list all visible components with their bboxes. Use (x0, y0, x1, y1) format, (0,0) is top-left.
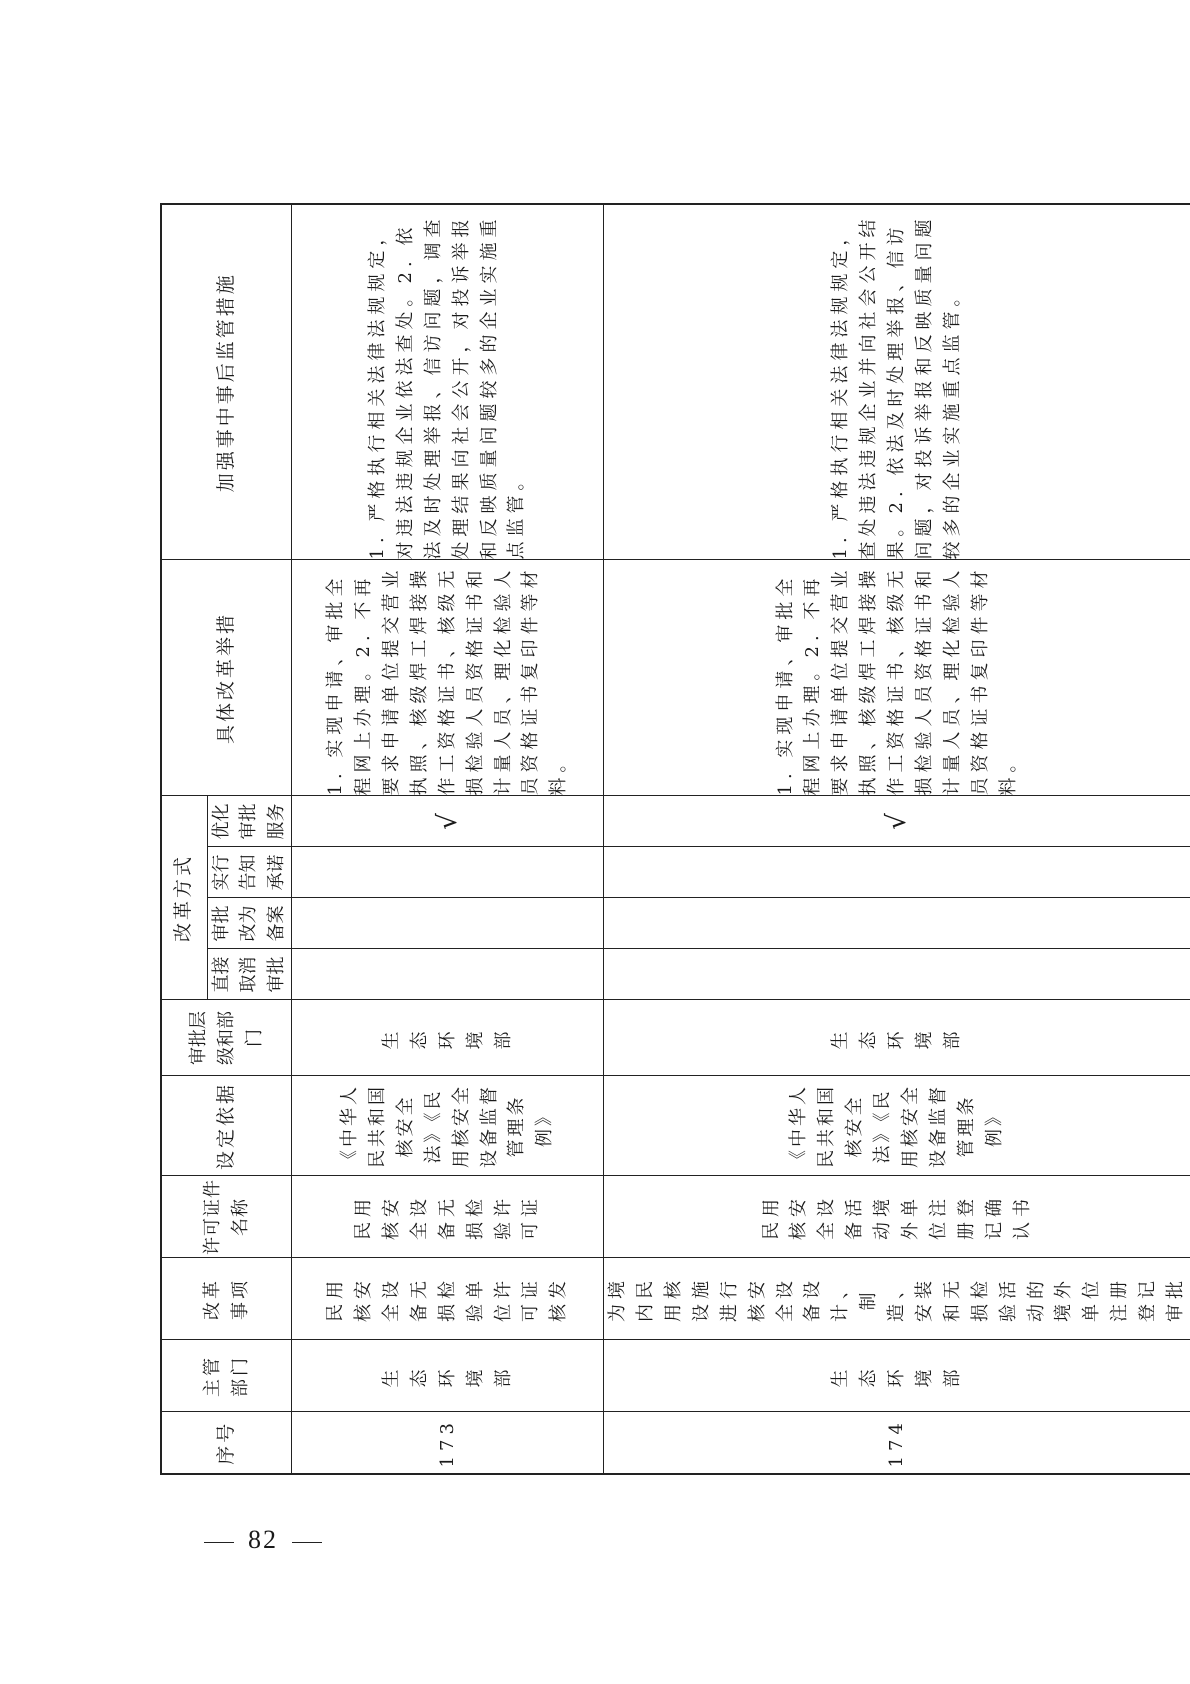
row-item: 为境内民用核设施进行核安全设备设计、制造、安装和无损检验活动的境外单位注册登记审批 (604, 1258, 1190, 1340)
row-license: 民用核安全设备活动境外单位注册登记确认书 (604, 1176, 1190, 1258)
row-mode-record (292, 898, 604, 949)
page-dash-left (204, 1542, 234, 1543)
row-item: 民用核安全设备无损检验单位许可证核发 (292, 1258, 604, 1340)
row-mode-cancel (292, 949, 604, 1000)
page-number-text: 82 (248, 1525, 278, 1554)
row-dept: 生态环境部 (604, 1340, 1190, 1412)
row-seq: 174 (604, 1412, 1190, 1474)
header-dept: 主管部门 (161, 1340, 292, 1412)
header-mode-record: 审批改为备案 (207, 898, 292, 949)
header-mode-optimize: 优化审批服务 (207, 796, 292, 847)
header-item: 改革事项 (161, 1258, 292, 1340)
header-mode-cancel: 直接取消审批 (207, 949, 292, 1000)
row-mode-optimize-check: √ (292, 796, 604, 847)
row-dept: 生态环境部 (292, 1340, 604, 1412)
row-mode-notify (604, 847, 1190, 898)
row-basis: 《中华人民共和国核安全法》《民用核安全设备监督管理条例》 (604, 1076, 1190, 1176)
row-mode-optimize-check: √ (604, 796, 1190, 847)
row-level: 生态环境部 (604, 1000, 1190, 1076)
page-number (190, 1525, 336, 1555)
row-supervision: 1. 严格执行相关法律法规规定，对违法违规企业依法查处。2. 依法及时处理举报、信访问题，调查处理结果向社会公开，对投诉举报和反映质量问题较多的企业实施重点监管。 (292, 204, 604, 560)
header-measures: 具体改革举措 (161, 560, 292, 796)
header-seq: 序号 (161, 1412, 292, 1474)
header-mode-notify: 实行告知承诺 (207, 847, 292, 898)
row-basis: 《中华人民共和国核安全法》《民用核安全设备监督管理条例》 (292, 1076, 604, 1176)
row-mode-cancel (604, 949, 1190, 1000)
header-level: 审批层级和部门 (161, 1000, 292, 1076)
table-row (292, 204, 604, 1474)
row-measures: 1. 实现申请、审批全程网上办理。2. 不再要求申请单位提交营业执照、核级焊工焊接操作工资格证书、核级无损检验人员资格证书和计量人员、理化检验人员资格证书复印件等材料。 (292, 560, 604, 796)
row-mode-record (604, 898, 1190, 949)
table-row (604, 204, 1190, 1474)
header-reform-mode: 改革方式 (161, 796, 207, 1000)
row-measures: 1. 实现申请、审批全程网上办理。2. 不再要求申请单位提交营业执照、核级焊工焊接操作工资格证书、核级无损检验人员资格证书和计量人员、理化检验人员资格证书复印件等材料。 (604, 560, 1190, 796)
row-license: 民用核安全设备无损检验许可证 (292, 1176, 604, 1258)
row-mode-notify (292, 847, 604, 898)
row-seq: 173 (292, 1412, 604, 1474)
header-supervision: 加强事中事后监管措施 (161, 204, 292, 560)
reform-table (160, 203, 1190, 1475)
row-level: 生态环境部 (292, 1000, 604, 1076)
page-dash-right (292, 1542, 322, 1543)
header-license: 许可证件名称 (161, 1176, 292, 1258)
header-basis: 设定依据 (161, 1076, 292, 1176)
row-supervision: 1. 严格执行相关法律法规规定，查处违法违规企业并向社会公开结果。2. 依法及时处理举报、信访问题，对投诉举报和反映质量问题较多的企业实施重点监管。 (604, 204, 1190, 560)
rotated-table-wrapper (160, 205, 1186, 1475)
